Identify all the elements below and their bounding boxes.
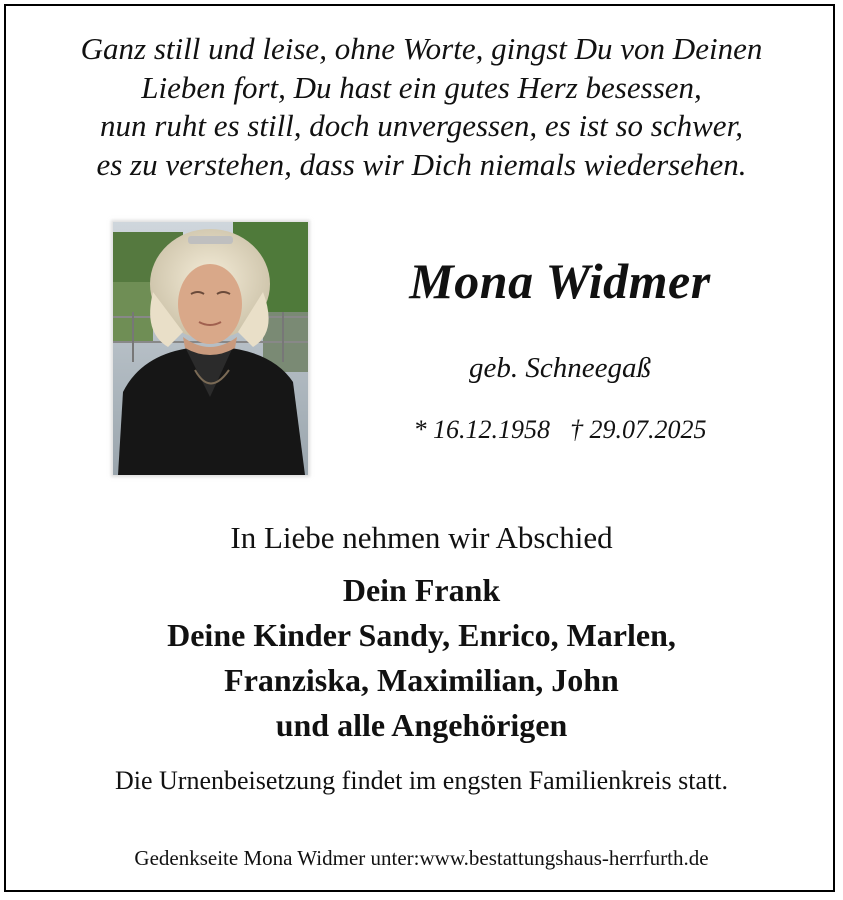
family-line: Dein Frank (342, 572, 501, 608)
poem (0, 30, 843, 184)
memorial-page-note: Gedenkseite Mona Widmer unter:www.bestattungshaus-herrfurth.de (134, 846, 709, 870)
death-date: † 29.07.2025 (570, 415, 707, 444)
family-line: Franziska, Maximilian, John (224, 662, 619, 698)
poem-line: Ganz still und leise, ohne Worte, gingst Du von Deinen (80, 31, 763, 66)
poem-line: es zu verstehen, dass wir Dich niemals wiedersehen. (96, 146, 747, 182)
poem-line: nun ruht es still, doch unvergessen, es ist so schwer, (100, 108, 743, 143)
family-signatories (0, 568, 843, 748)
farewell-text: In Liebe nehmen wir Abschied (230, 520, 613, 555)
burial-note: Die Urnenbeisetzung findet im engsten Familienkreis statt. (114, 766, 729, 795)
maiden-name: geb. Schneegaß (469, 352, 651, 384)
portrait-photo (113, 222, 308, 475)
deceased-name: Mona Widmer (409, 253, 711, 309)
life-dates (330, 415, 790, 445)
family-line: und alle Angehörigen (275, 707, 568, 743)
birth-date: * 16.12.1958 (413, 415, 550, 444)
family-line: Deine Kinder Sandy, Enrico, Marlen, (167, 617, 676, 653)
poem-line: Lieben fort, Du hast ein gutes Herz besessen, (141, 69, 702, 105)
